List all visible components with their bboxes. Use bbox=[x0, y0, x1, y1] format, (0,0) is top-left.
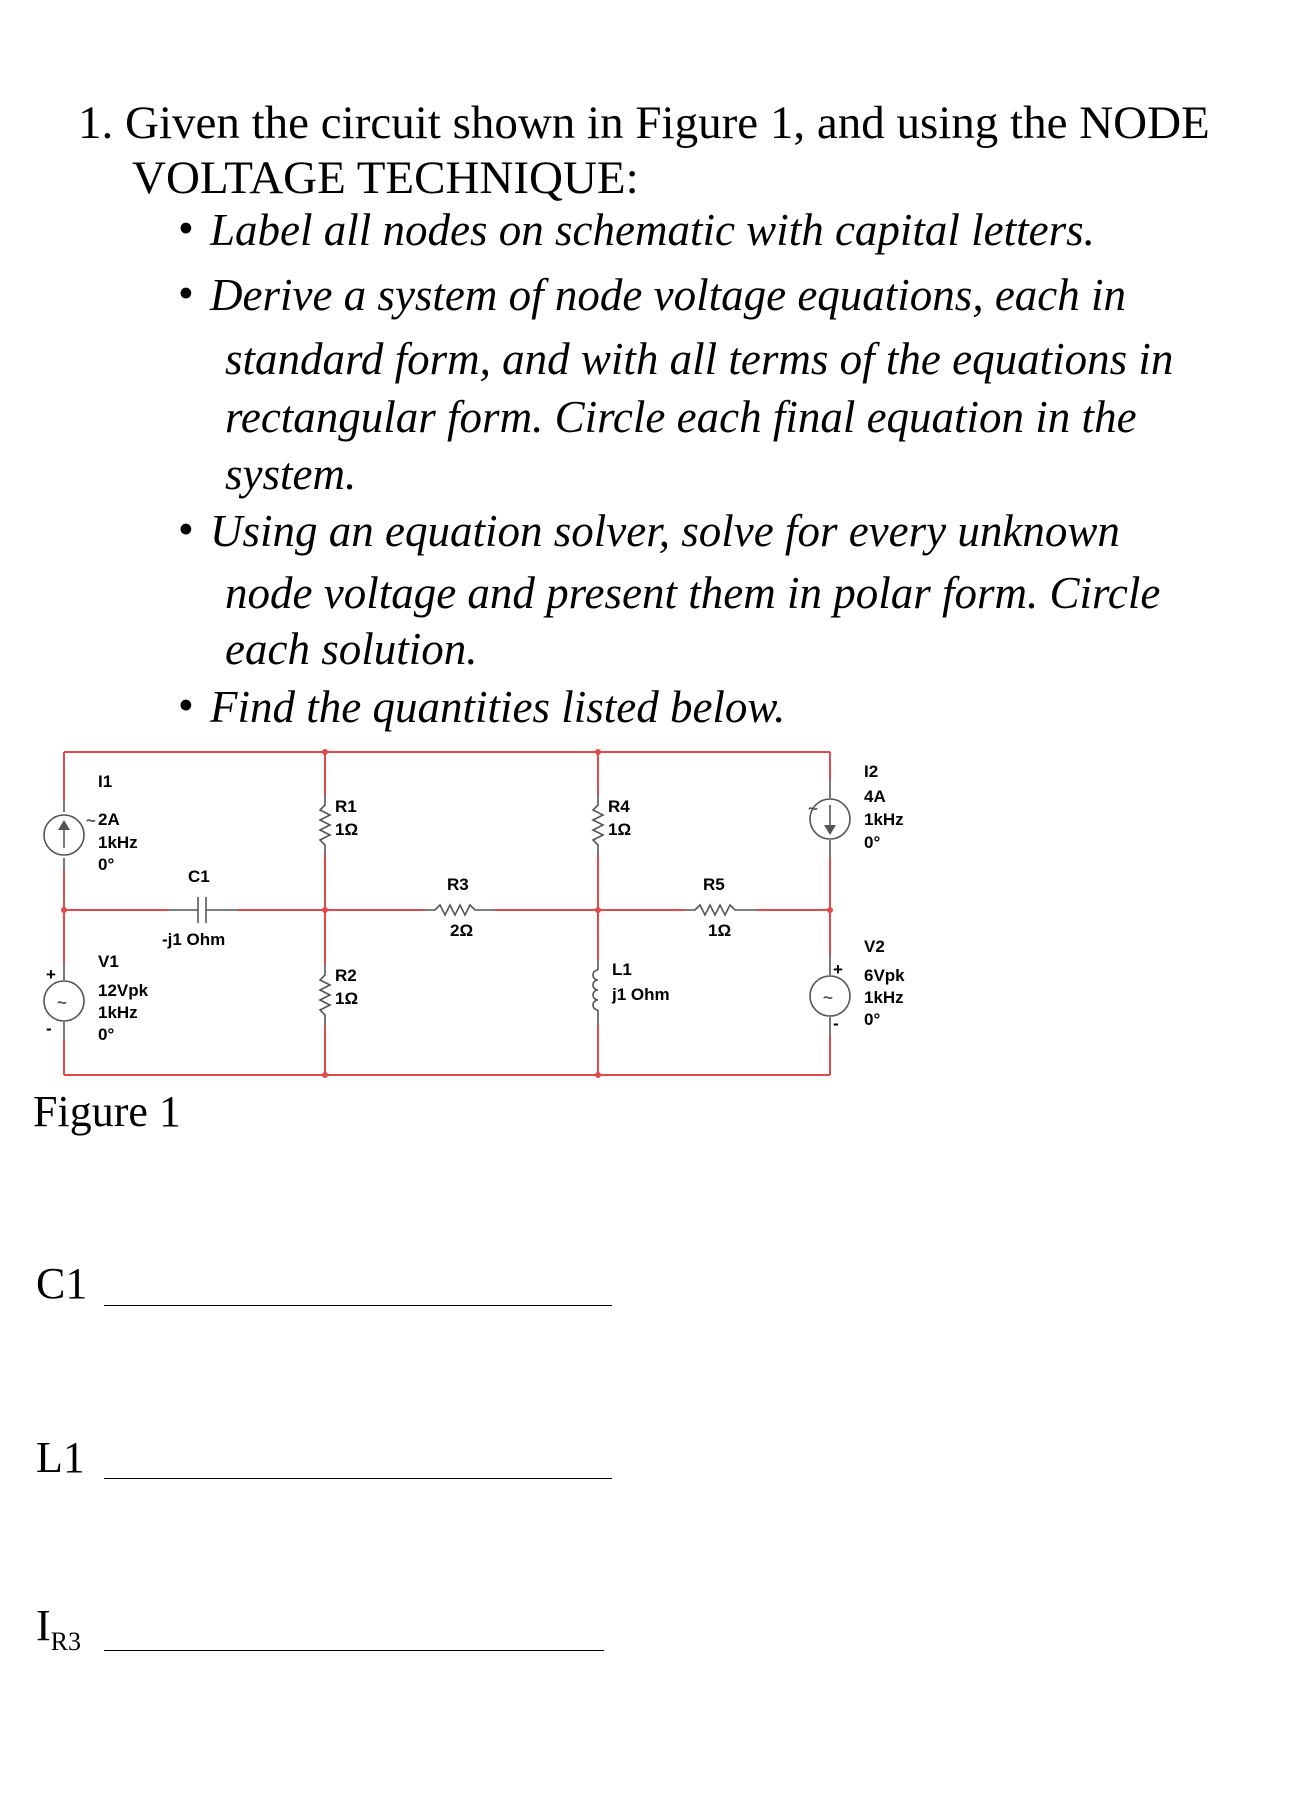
inductor-l1 bbox=[588, 960, 670, 1025]
junction-dot bbox=[322, 1072, 328, 1078]
v1-name: V1 bbox=[98, 952, 119, 971]
junction-dot bbox=[322, 907, 328, 913]
v2-plus: + bbox=[833, 960, 843, 979]
answer-line-c1[interactable] bbox=[104, 1305, 612, 1306]
bullet-2: • bbox=[178, 268, 194, 318]
r4-value: 1Ω bbox=[608, 820, 632, 839]
junction-dot bbox=[61, 907, 67, 913]
resistor-r3 bbox=[425, 875, 495, 940]
bullet-4-line-1: Find the quantities listed below. bbox=[210, 682, 786, 732]
answer-line-ir3[interactable] bbox=[104, 1650, 604, 1651]
c1-name: C1 bbox=[188, 867, 210, 886]
bullet-3: • bbox=[178, 504, 194, 554]
r1-name: R1 bbox=[335, 797, 357, 816]
question-line-2: VOLTAGE TECHNIQUE: bbox=[132, 152, 639, 204]
resistor-r2 bbox=[312, 965, 358, 1025]
figure-caption: Figure 1 bbox=[33, 1087, 181, 1136]
current-source-i1 bbox=[44, 772, 138, 874]
circuit-schematic bbox=[0, 740, 1290, 1090]
i1-phase: 0° bbox=[98, 855, 115, 874]
i1-freq: 1kHz bbox=[98, 833, 138, 852]
v2-name: V2 bbox=[864, 937, 885, 956]
bullet-3-line-1: Using an equation solver, solve for every unknown bbox=[210, 506, 1120, 556]
bullet-3-line-2: node voltage and present them in polar form. Circle bbox=[225, 568, 1161, 618]
r1-value: 1Ω bbox=[335, 820, 359, 839]
v1-value: 12Vpk bbox=[98, 981, 149, 1000]
junction-dot bbox=[322, 749, 328, 755]
capacitor-c1 bbox=[162, 867, 238, 949]
answer-line-l1[interactable] bbox=[104, 1478, 612, 1479]
current-source-i2 bbox=[808, 762, 904, 858]
answer-label-ir3-main: I bbox=[36, 1601, 51, 1650]
resistor-r1 bbox=[312, 795, 358, 855]
answer-label-l1: L1 bbox=[36, 1433, 85, 1482]
resistor-r4 bbox=[585, 795, 631, 855]
answer-label-ir3-subscript: R3 bbox=[50, 1627, 81, 1656]
v2-freq: 1kHz bbox=[864, 988, 904, 1007]
i2-tilde: ~ bbox=[808, 799, 818, 818]
i2-phase: 0° bbox=[864, 833, 881, 852]
r5-value: 1Ω bbox=[708, 921, 732, 940]
bullet-2-line-1: Derive a system of node voltage equations, each in bbox=[210, 270, 1127, 320]
junction-dot bbox=[595, 749, 601, 755]
i2-freq: 1kHz bbox=[864, 810, 904, 829]
v2-tilde: ~ bbox=[823, 988, 833, 1007]
junction-dot bbox=[595, 1072, 601, 1078]
bullet-2-line-2: standard form, and with all terms of the equations in bbox=[225, 334, 1174, 384]
resistor-r5 bbox=[685, 875, 757, 940]
r2-name: R2 bbox=[335, 966, 357, 985]
v1-freq: 1kHz bbox=[98, 1003, 138, 1022]
bullet-4: • bbox=[178, 680, 194, 730]
i2-value: 4A bbox=[864, 787, 886, 806]
r2-value: 1Ω bbox=[335, 989, 359, 1008]
question-line-1: 1. Given the circuit shown in Figure 1, and using the NODE bbox=[78, 97, 1210, 149]
i2-name: I2 bbox=[864, 762, 879, 781]
bullet-2-line-3: rectangular form. Circle each final equation in the bbox=[225, 392, 1137, 442]
junction-dot bbox=[595, 907, 601, 913]
l1-name: L1 bbox=[612, 960, 632, 979]
v2-minus: - bbox=[833, 1014, 839, 1033]
bullet-3-line-3: each solution. bbox=[225, 624, 478, 674]
answer-label-ir3 bbox=[36, 1601, 81, 1656]
bullet-1-line-1: Label all nodes on schematic with capital letters. bbox=[210, 205, 1095, 255]
i1-tilde: ~ bbox=[86, 811, 96, 830]
v2-phase: 0° bbox=[864, 1010, 881, 1029]
v1-phase: 0° bbox=[98, 1025, 115, 1044]
voltage-source-v1 bbox=[44, 952, 149, 1044]
circuit-figure bbox=[0, 740, 1290, 1090]
r3-name: R3 bbox=[447, 875, 469, 894]
r5-name: R5 bbox=[703, 875, 725, 894]
bullet-1: • bbox=[178, 203, 194, 253]
i1-name: I1 bbox=[98, 772, 113, 791]
junction-dot bbox=[827, 907, 833, 913]
answer-label-c1: C1 bbox=[36, 1259, 88, 1308]
r3-value: 2Ω bbox=[450, 921, 474, 940]
v1-minus: - bbox=[46, 1019, 52, 1038]
bullet-2-line-4: system. bbox=[225, 449, 357, 499]
l1-value: j1 Ohm bbox=[612, 985, 670, 1004]
voltage-source-v2 bbox=[810, 937, 905, 1035]
i1-value: 2A bbox=[98, 810, 120, 829]
c1-value: -j1 Ohm bbox=[162, 930, 226, 949]
r4-name: R4 bbox=[608, 797, 630, 816]
v1-tilde: ~ bbox=[57, 993, 67, 1012]
v1-plus: + bbox=[46, 965, 56, 984]
v2-value: 6Vpk bbox=[864, 966, 905, 985]
